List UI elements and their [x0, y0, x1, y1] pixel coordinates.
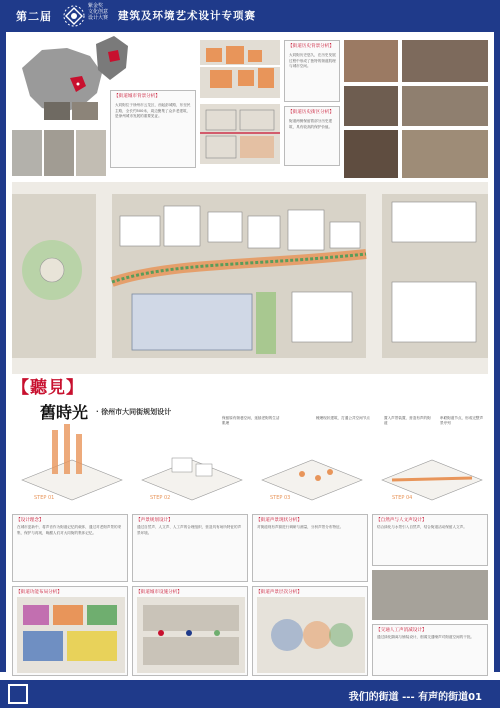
- historic-photo-5: [344, 130, 398, 178]
- street-photo-bottom: [372, 570, 488, 620]
- stage-label-4: STEP 04: [392, 495, 413, 501]
- section-body: 大同街历史悠久，在历史发展过程中形成了独特的街道肌理与城市空间。: [289, 53, 336, 69]
- section-title: 【街道城市设施分析】: [136, 590, 182, 595]
- diagram-note-4: 串联街道节点，形成完整声景序列: [440, 416, 484, 425]
- section-body: 大同街位于徐州市云龙区，西起彭城路，东至民主路，全长约500米，周边聚集了众多老建筑，是徐州城市发展的重要见证。: [115, 103, 191, 119]
- city-location-map: [92, 34, 132, 84]
- historic-photo-4: [402, 86, 488, 126]
- section-title: 【设计理念】: [16, 518, 44, 523]
- axon-diagram-4: [382, 460, 482, 500]
- section-title: 【街道声景层次分析】: [256, 590, 302, 595]
- diagram-note-1: 保留原有街巷空间，延续老街的生活肌理: [222, 416, 280, 425]
- street-photo-3: [76, 130, 106, 176]
- street-photo-small-1: [44, 102, 70, 120]
- section-title: 【自然声与人文声设计】: [376, 518, 427, 523]
- diagram-note-2: 梳理现状建筑，打通公共空间节点: [316, 416, 370, 420]
- axon-diagram-2: [142, 458, 242, 500]
- edition-label: 第二届: [16, 10, 52, 23]
- section-body: 对街道现有声源进行调研与测量，分析声景分布特征。: [257, 525, 344, 529]
- footer-title: 我们的街道 --- 有声的街道01: [348, 692, 482, 703]
- section-traffic-noise: [372, 624, 488, 676]
- section-urban-facilities: [132, 586, 248, 676]
- street-photo-2: [44, 130, 74, 176]
- section-title: 【街道历史街区分析】: [288, 110, 334, 115]
- stage-label-2: STEP 02: [150, 495, 171, 501]
- axon-diagram-1: [22, 424, 122, 500]
- axonometric-diagrams: [12, 420, 488, 510]
- section-body: 通过绿化隔离与铺装设计，削弱交通噪声对街道空间的干扰。: [377, 635, 475, 639]
- footer-band: [0, 680, 500, 708]
- section-soundscape-planning: [132, 514, 248, 582]
- contest-title: 建筑及环境艺术设计专项赛: [118, 10, 256, 22]
- urban-facilities-map: [137, 597, 245, 673]
- block-map-2: [200, 104, 280, 164]
- section-history-background: [284, 40, 340, 102]
- left-frame-bar: [0, 32, 6, 672]
- block-map-1-drawing: [200, 40, 280, 98]
- stage-label-3: STEP 03: [270, 495, 291, 501]
- logo-line-3: 设计大赛: [88, 15, 109, 21]
- logo-line-1: 紫金奖: [88, 3, 104, 9]
- historic-photo-2: [402, 40, 488, 82]
- section-title: 【街道城市背景分析】: [114, 94, 160, 99]
- section-title: 【街道功能布局分析】: [16, 590, 62, 595]
- soundscape-layers-map: [257, 597, 365, 673]
- street-photo-1: [12, 130, 42, 176]
- project-subtitle: · 徐州市大同街规划设计: [96, 408, 172, 416]
- block-map-1: [200, 40, 280, 98]
- header-band: [0, 0, 500, 32]
- block-map-2-drawing: [200, 104, 280, 164]
- section-city-background: [110, 90, 196, 168]
- section-title: 【街道声景现状分析】: [256, 518, 302, 523]
- section-body: 街道两侧保留着部分历史建筑，具有较高的保护价值。: [289, 119, 333, 129]
- historic-photo-6: [402, 130, 488, 178]
- diagram-note-3: 置入声景装置，营造有声的街道: [384, 416, 431, 425]
- section-natural-sound: [372, 514, 488, 566]
- logo-caption: [88, 3, 110, 21]
- master-plan: [12, 182, 488, 374]
- section-title: 【声景规划设计】: [136, 518, 173, 523]
- section-title: 【交通人工声消减设计】: [376, 628, 427, 633]
- axon-diagram-3: [262, 460, 362, 500]
- section-current-status: [284, 106, 340, 166]
- function-layout-map: [17, 597, 125, 673]
- logo-line-2: 文化创意: [88, 9, 109, 15]
- section-body: 在城市更新中，将声音作为街道记忆的载体，通过对老街声景的采集、保护与再现，唤醒人们对大同街的集体记忆。: [17, 525, 122, 535]
- purple-gold-award-logo-icon: [60, 2, 88, 30]
- right-frame-bar: [494, 32, 500, 672]
- section-design-concept: [12, 514, 128, 582]
- historic-photo-3: [344, 86, 398, 126]
- section-body: 结合绿化与水景引入自然声，结合街道活动保留人文声。: [377, 525, 467, 529]
- section-soundscape-layers: [252, 586, 368, 676]
- footer-logo-icon: [8, 684, 28, 704]
- section-body: 通过自然声、人文声、人工声的合理组织，营造具有场所特征的声景环境。: [137, 525, 242, 535]
- section-title: 【街道历史背景分析】: [288, 44, 334, 49]
- hearing-title: 【聽見】: [12, 378, 84, 398]
- section-function-layout: [12, 586, 128, 676]
- stage-label-1: STEP 01: [34, 495, 55, 501]
- section-soundscape-status: [252, 514, 368, 582]
- project-title: 舊時光: [40, 403, 89, 422]
- street-photo-small-2: [72, 102, 98, 120]
- historic-photo-1: [344, 40, 398, 82]
